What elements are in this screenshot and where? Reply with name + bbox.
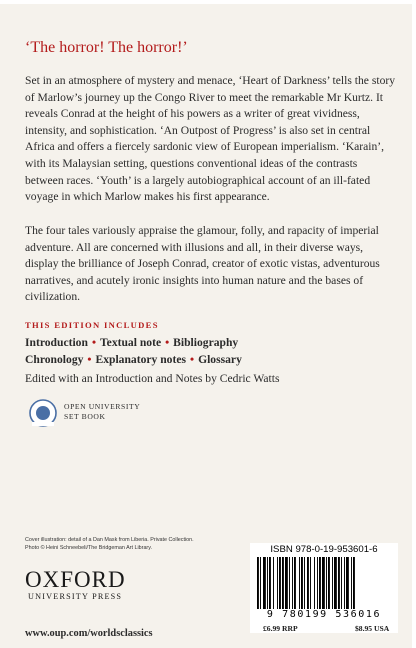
top-edge xyxy=(0,0,416,4)
right-edge xyxy=(412,0,416,648)
credit-line1: Cover illustration: detail of a Dan Mask from Liberia. Private Collection. xyxy=(25,537,194,543)
open-university-line1: OPEN UNIVERSITY xyxy=(64,402,141,411)
price-gbp: £6.99 RRP xyxy=(263,624,298,633)
open-university-logo-icon xyxy=(28,398,58,428)
isbn-label: ISBN 978-0-19-953601-6 xyxy=(270,544,378,555)
edition-item-chronology: Chronology xyxy=(25,353,84,366)
cover-headline-quote: ‘The horror! The horror!’ xyxy=(25,39,188,56)
publisher-logo-wordmark: OXFORD xyxy=(25,567,126,592)
price-usd: $8.95 USA xyxy=(355,624,390,633)
edition-row-2 xyxy=(25,351,397,368)
bullet-separator: • xyxy=(190,353,195,366)
barcode-panel xyxy=(250,543,398,633)
edition-item-bibliography: Bibliography xyxy=(173,336,239,349)
barcode-icon xyxy=(253,557,395,615)
publisher-subline: UNIVERSITY PRESS xyxy=(28,592,123,601)
edition-item-textual-note: Textual note xyxy=(100,336,162,349)
open-university-label xyxy=(64,402,140,422)
barcode-digits: 9 780199 536016 xyxy=(250,609,398,620)
bullet-separator: • xyxy=(87,353,92,366)
blurb-paragraph-2: The four tales variously appraise the glamour, folly, and rapacity of imperial adventure. All are concerned with illusions and all, in their diverse ways, display the brilliance of Joseph Conrad, creator of exotic vistas, adventurous narratives, and acutely ironic insights into human nature and the bases of civilization. xyxy=(25,224,380,304)
bullet-separator: • xyxy=(165,336,170,349)
blurb-paragraph-1: Set in an atmosphere of mystery and menace, ‘Heart of Darkness’ tells the story of Marlow’s journey up the Congo River to meet the remarkable Mr Kurtz. It reveals Conrad at the height of his powers as a writer of great vividness, intensity, and sophistication. ‘An Outpost of Progress’ is also set in central Africa and offers a fiercely sardonic view of European imperialism. ‘Karain’, with its Malaysian setting, questions conventional ideas of the contrasts between races. ‘Youth’ is a largely autobiographical account of an ill-fated voyage in which Marlow makes his first appearance. xyxy=(25,74,396,204)
publisher-url: www.oup.com/worldsclassics xyxy=(25,628,153,639)
edition-item-explanatory-notes: Explanatory notes xyxy=(95,353,186,366)
credit-line2: Photo © Heini Schneebeli/The Bridgeman Art Library. xyxy=(25,545,153,551)
edition-item-introduction: Introduction xyxy=(25,336,88,349)
bullet-separator: • xyxy=(91,336,96,349)
edition-contents-list xyxy=(25,334,397,368)
edition-row-1 xyxy=(25,334,397,351)
edition-item-glossary: Glossary xyxy=(198,353,242,366)
edition-heading: THIS EDITION INCLUDES xyxy=(25,320,159,330)
cover-illustration-credit xyxy=(25,536,245,552)
open-university-line2: SET BOOK xyxy=(64,412,106,421)
editor-credit: Edited with an Introduction and Notes by Cedric Watts xyxy=(25,372,280,385)
